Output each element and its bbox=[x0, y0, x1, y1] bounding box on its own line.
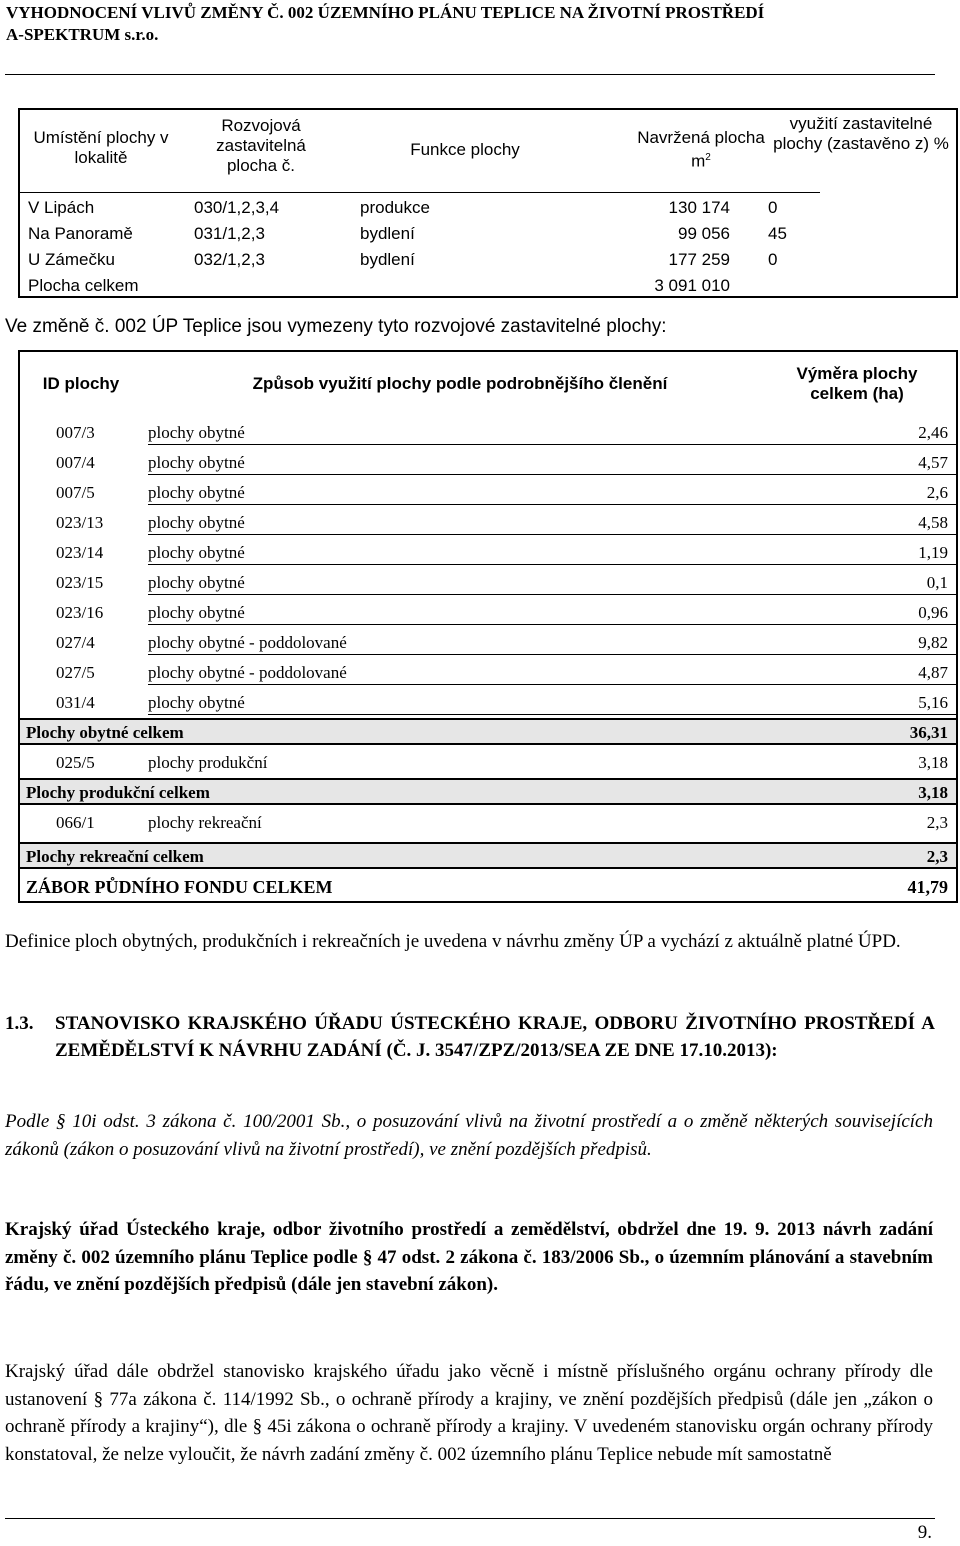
cell-id: 007/4 bbox=[56, 453, 95, 472]
cell-value: 2,6 bbox=[926, 483, 948, 502]
cell-area-id: 032/1,2,3 bbox=[194, 250, 265, 269]
cell-area-id: 030/1,2,3,4 bbox=[194, 198, 280, 217]
locality-table bbox=[18, 108, 958, 298]
col-header-area-id: Rozvojová zastavitelná plocha č. bbox=[216, 116, 306, 175]
grand-total-row bbox=[20, 872, 956, 902]
subtotal-label: Plochy obytné celkem bbox=[26, 723, 184, 742]
subtotal-value: 36,31 bbox=[909, 723, 948, 742]
cell-id: 027/5 bbox=[56, 663, 95, 682]
footer-rule bbox=[5, 1518, 935, 1519]
table-rule bbox=[20, 192, 820, 193]
cell-id: 025/5 bbox=[56, 753, 95, 772]
cell-function: bydlení bbox=[360, 250, 415, 269]
cell-function: plochy rekreační bbox=[148, 813, 262, 832]
table-row-total bbox=[20, 272, 956, 299]
table-row bbox=[20, 416, 956, 446]
col-header-function: Funkce plochy bbox=[410, 140, 520, 159]
subtotal-label: Plochy rekreační celkem bbox=[26, 847, 204, 866]
table-row bbox=[20, 596, 956, 626]
cell-location: Plocha celkem bbox=[28, 276, 139, 295]
intro-text: Ve změně č. 002 ÚP Teplice jsou vymezeny tyto rozvojové zastavitelné plochy: bbox=[5, 316, 667, 337]
cell-function: bydlení bbox=[360, 224, 415, 243]
cell-function: plochy produkční bbox=[148, 753, 268, 772]
cell-id: 031/4 bbox=[56, 693, 95, 712]
cell-function: plochy obytné - poddolované bbox=[148, 633, 347, 652]
subtotal-recreation bbox=[20, 842, 956, 869]
table-row bbox=[20, 220, 956, 247]
row-rule bbox=[148, 624, 956, 625]
cell-function: plochy obytné bbox=[148, 543, 245, 562]
cell-id: 023/14 bbox=[56, 543, 104, 562]
table-row bbox=[20, 536, 956, 566]
cell-value: 4,87 bbox=[918, 663, 948, 682]
areas-table bbox=[18, 350, 958, 903]
table-row bbox=[20, 806, 956, 836]
col-header-method: Způsob využití plochy podle podrobnějšího členění bbox=[252, 374, 668, 393]
row-rule bbox=[148, 654, 956, 655]
cell-value: 4,57 bbox=[918, 453, 948, 472]
col-header-id: ID plochy bbox=[42, 374, 120, 393]
col-header-area: Výměra plochy celkem (ha) bbox=[796, 364, 918, 403]
cell-function: produkce bbox=[360, 198, 430, 217]
cell-value: 2,3 bbox=[926, 813, 948, 832]
header-rule bbox=[5, 74, 935, 75]
cell-id: 023/13 bbox=[56, 513, 104, 532]
row-rule bbox=[148, 474, 956, 475]
cell-location: Na Panoramě bbox=[28, 224, 133, 243]
cell-function: plochy obytné bbox=[148, 453, 245, 472]
table-row bbox=[20, 246, 956, 273]
table-row bbox=[20, 686, 956, 716]
row-rule bbox=[148, 714, 956, 715]
cell-usage: 45 bbox=[768, 224, 787, 243]
row-rule bbox=[148, 594, 956, 595]
cell-usage: 0 bbox=[768, 198, 778, 217]
row-rule bbox=[148, 444, 956, 445]
table-row bbox=[20, 566, 956, 596]
table-row bbox=[20, 476, 956, 506]
col-header-usage: využití zastavitelné plochy (zastavěno z) % bbox=[773, 114, 949, 153]
section-number: 1.3. bbox=[5, 1013, 34, 1034]
cell-location: U Zámečku bbox=[28, 250, 115, 269]
cell-id: 066/1 bbox=[56, 813, 95, 832]
cell-function: plochy obytné bbox=[148, 573, 245, 592]
cell-function: plochy obytné - poddolované bbox=[148, 663, 347, 682]
header-company: A-SPEKTRUM s.r.o. bbox=[6, 25, 159, 44]
page-header bbox=[6, 2, 764, 46]
cell-id: 023/16 bbox=[56, 603, 104, 622]
table-row bbox=[20, 194, 956, 221]
cell-function: plochy obytné bbox=[148, 693, 245, 712]
cell-function: plochy obytné bbox=[148, 513, 245, 532]
cell-value: 1,19 bbox=[918, 543, 948, 562]
page-number: 9. bbox=[917, 1522, 932, 1543]
subtotal-value: 2,3 bbox=[926, 847, 948, 866]
table-row bbox=[20, 746, 956, 776]
cell-id: 027/4 bbox=[56, 633, 95, 652]
table-row bbox=[20, 656, 956, 686]
subtotal-value: 3,18 bbox=[918, 783, 948, 802]
cell-function: plochy obytné bbox=[148, 603, 245, 622]
row-rule bbox=[148, 564, 956, 565]
header-title: VYHODNOCENÍ VLIVŮ ZMĚNY Č. 002 ÚZEMNÍHO PLÁNU TEPLICE NA ŽIVOTNÍ PROSTŘEDÍ bbox=[6, 3, 765, 22]
cell-size: 3 091 010 bbox=[654, 276, 730, 295]
cell-value: 5,16 bbox=[918, 693, 948, 712]
row-rule bbox=[148, 504, 956, 505]
opinion-paragraph: Krajský úřad dále obdržel stanovisko krajského úřadu jako věcně i místně příslušného orgánu ochrany přírody dle ustanovení § 77a zákona č. 114/1992 Sb., o ochraně přírody a krajiny, ve znění pozdějších předpisů (dále jen „zákon o ochraně přírody a krajiny“), dle § 45i zákona o ochraně přírody a krajiny. V uvedeném stanovisku orgán ochrany přírody konstatoval, že nelze vyloučit, že návrh zadání změny č. 002 územního plánu Teplice nebude mít samostatně bbox=[5, 1361, 933, 1465]
legal-basis-paragraph: Podle § 10i odst. 3 zákona č. 100/2001 Sb., o posuzování vlivů na životní prostředí a o změně některých souvisejících zákonů (zákon o posuzování vlivů na životní prostředí), ve znění pozdějších předpisů. bbox=[5, 1111, 933, 1160]
received-paragraph: Krajský úřad Ústeckého kraje, odbor životního prostředí a zemědělství, obdržel dne 19. 9. 2013 návrh zadání změny č. 002 územního plánu Teplice podle § 47 odst. 2 zákona č. 183/2006 Sb., o územním plánování a stavebním řádu, ve znění pozdějších předpisů (dále jen stavební zákon). bbox=[5, 1219, 933, 1295]
row-rule bbox=[148, 684, 956, 685]
cell-size: 130 174 bbox=[668, 198, 730, 217]
cell-function: plochy obytné bbox=[148, 423, 245, 442]
section-heading bbox=[5, 1010, 935, 1092]
subtotal-production bbox=[20, 778, 956, 805]
cell-id: 007/3 bbox=[56, 423, 95, 442]
cell-id: 023/15 bbox=[56, 573, 104, 592]
grand-total-label: ZÁBOR PŮDNÍHO FONDU CELKEM bbox=[26, 877, 333, 897]
cell-location: V Lipách bbox=[28, 198, 95, 217]
cell-id: 007/5 bbox=[56, 483, 95, 502]
cell-value: 0,1 bbox=[926, 573, 948, 592]
cell-value: 3,18 bbox=[918, 753, 948, 772]
cell-area-id: 031/1,2,3 bbox=[194, 224, 265, 243]
col-header-location: Umístění plochy v lokalitě bbox=[33, 128, 169, 167]
cell-value: 0,96 bbox=[918, 603, 948, 622]
table-row bbox=[20, 446, 956, 476]
subtotal-label: Plochy produkční celkem bbox=[26, 783, 210, 802]
row-rule bbox=[148, 534, 956, 535]
cell-size: 177 259 bbox=[668, 250, 730, 269]
cell-value: 2,46 bbox=[918, 423, 948, 442]
table-row bbox=[20, 506, 956, 536]
cell-size: 99 056 bbox=[678, 224, 730, 243]
cell-function: plochy obytné bbox=[148, 483, 245, 502]
table-row bbox=[20, 626, 956, 656]
col-header-size: Navržená plocha $m^2$ bbox=[637, 128, 765, 171]
definition-paragraph: Definice ploch obytných, produkčních i rekreačních je uvedena v návrhu změny ÚP a vychází z aktuálně platné ÚPD. bbox=[5, 931, 901, 952]
cell-usage: 0 bbox=[768, 250, 778, 269]
grand-total-value: 41,79 bbox=[907, 877, 948, 897]
section-title: STANOVISKO KRAJSKÉHO ÚŘADU ÚSTECKÉHO KRAJE, ODBORU ŽIVOTNÍHO PROSTŘEDÍ A ZEMĚDĚLSTVÍ K NÁVRHU ZADÁNÍ (Č. J. 3547/ZPZ/2013/SEA ZE DNE 17.10.2013): bbox=[55, 1013, 935, 1061]
cell-value: 9,82 bbox=[918, 633, 948, 652]
subtotal-residential bbox=[20, 718, 956, 745]
cell-value: 4,58 bbox=[918, 513, 948, 532]
